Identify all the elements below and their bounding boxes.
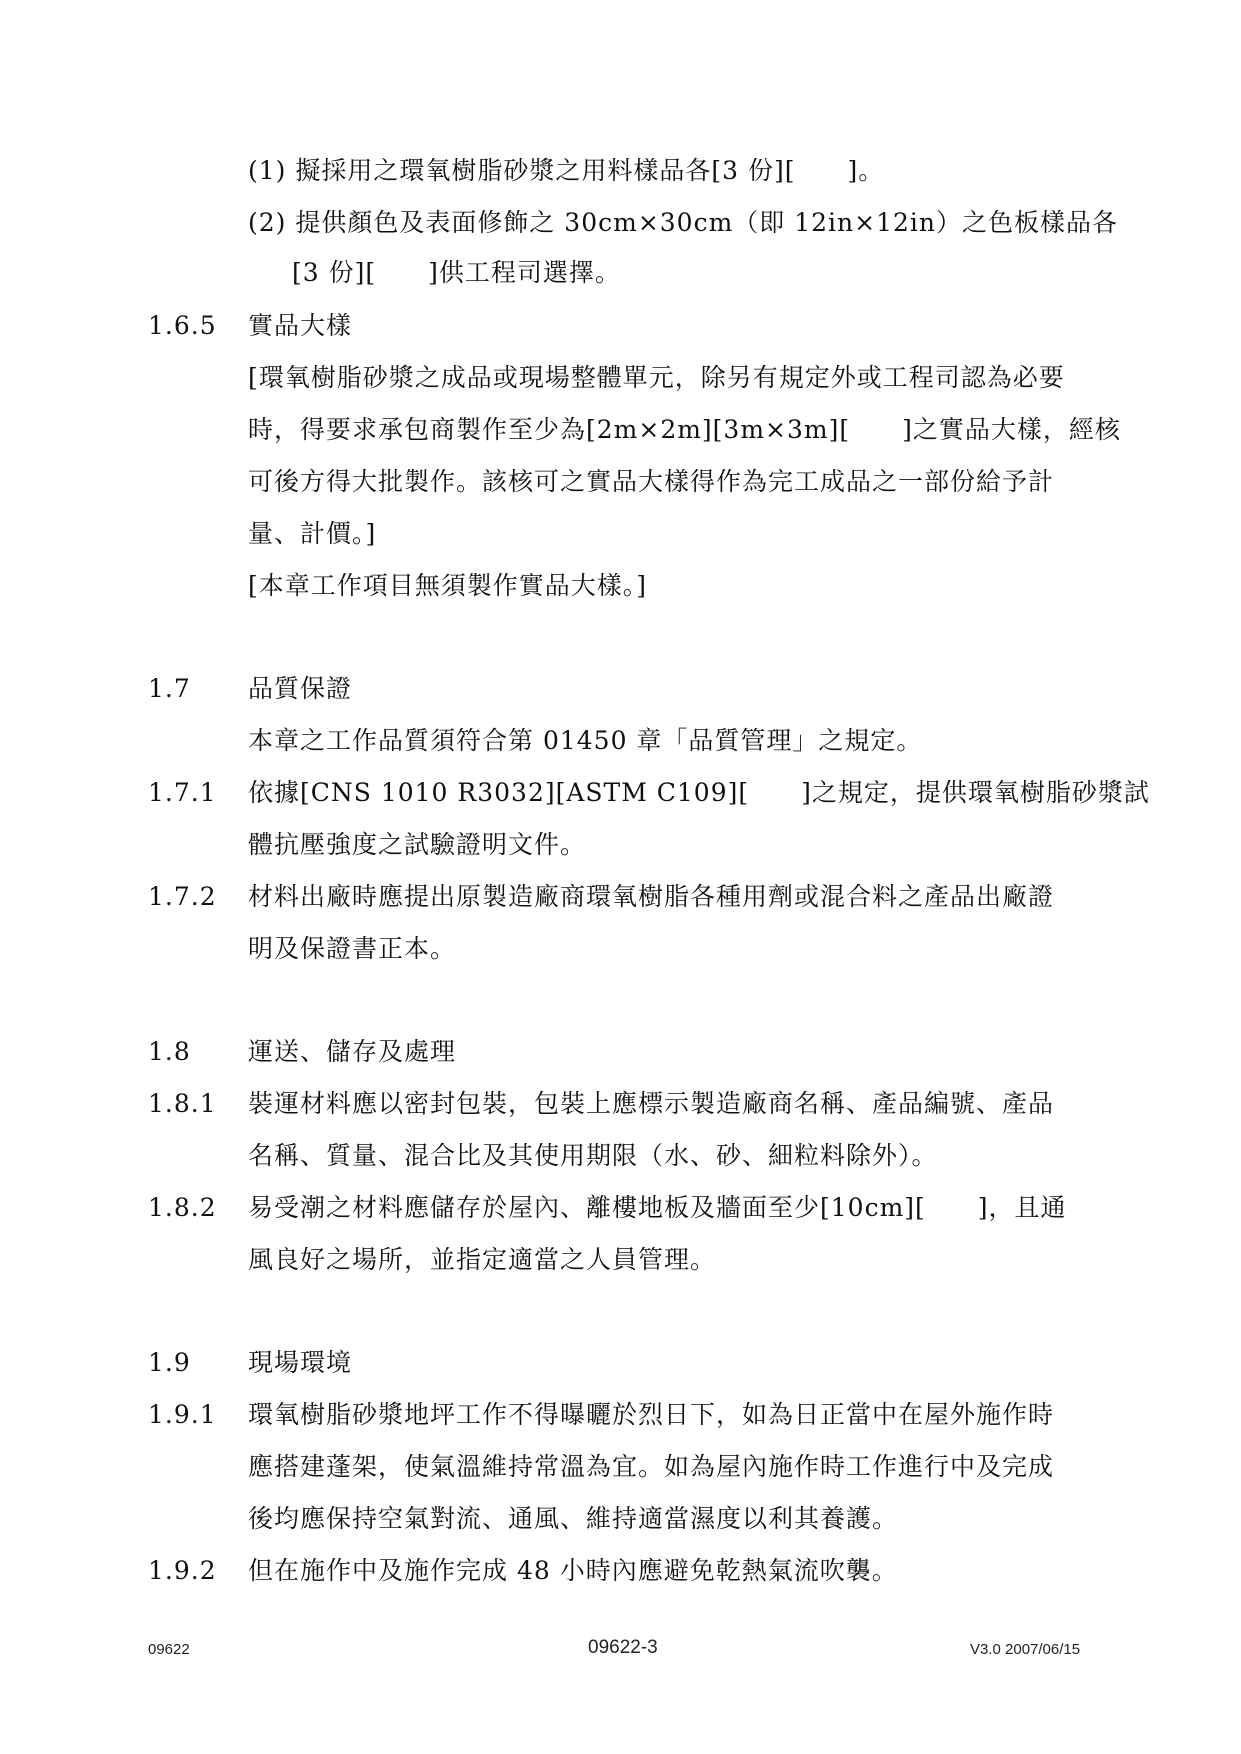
section-number-1-8-1: 1.8.1 <box>148 1089 217 1118</box>
paragraph-line: 但在施作中及施作完成 48 小時內應避免乾熱氣流吹襲。 <box>248 1556 898 1585</box>
paragraph-line: 本章之工作品質須符合第 01450 章「品質管理」之規定。 <box>248 726 923 755</box>
footer-section-code: 09622 <box>148 1641 190 1658</box>
paragraph-line: 後均應保持空氣對流、通風、維持適當濕度以利其養護。 <box>248 1504 899 1533</box>
section-number-1-9-1: 1.9.1 <box>148 1400 217 1429</box>
section-number-1-7: 1.7 <box>148 674 191 703</box>
footer-page-number: 09622-3 <box>588 1637 658 1658</box>
paragraph-line: 明及保證書正本。 <box>248 934 457 963</box>
section-number-1-7-1: 1.7.1 <box>148 778 217 807</box>
section-title-1-6-5: 實品大樣 <box>248 311 353 340</box>
paragraph-line: 風良好之場所，並指定適當之人員管理。 <box>248 1245 717 1274</box>
section-number-1-8: 1.8 <box>148 1037 191 1066</box>
section-number-1-7-2: 1.7.2 <box>148 882 217 911</box>
paragraph-line: 依據[CNS 1010 R3032][ASTM C109][ ]之規定，提供環氧樹脂砂漿試 <box>248 778 1150 807</box>
paragraph-line: 環氧樹脂砂漿地坪工作不得曝曬於烈日下，如為日正當中在屋外施作時 <box>248 1400 1055 1429</box>
paragraph-line: 量、計價。] <box>248 519 377 548</box>
section-number-1-8-2: 1.8.2 <box>148 1193 217 1222</box>
section-title-1-7: 品質保證 <box>248 674 353 703</box>
paragraph-line: 易受潮之材料應儲存於屋內、離樓地板及牆面至少[10cm][ ]，且通 <box>248 1193 1067 1222</box>
item-2-line-2: [3 份][ ]供工程司選擇。 <box>292 258 621 287</box>
footer-version-date: V3.0 2007/06/15 <box>970 1641 1081 1658</box>
section-number-1-6-5: 1.6.5 <box>148 311 217 340</box>
section-number-1-9-2: 1.9.2 <box>148 1556 217 1585</box>
paragraph-line: 名稱、質量、混合比及其使用期限（水、砂、細粒料除外）。 <box>248 1141 938 1170</box>
section-title-1-8: 運送、儲存及處理 <box>248 1037 457 1066</box>
item-1-line-1: (1) 擬採用之環氧樹脂砂漿之用料樣品各[3 份][ ]。 <box>248 156 885 185</box>
paragraph-line: 材料出廠時應提出原製造廠商環氧樹脂各種用劑或混合料之產品出廠證 <box>248 882 1055 911</box>
paragraph-line: 應搭建蓬架，使氣溫維持常溫為宜。如為屋內施作時工作進行中及完成 <box>248 1452 1055 1481</box>
section-title-1-9: 現場環境 <box>248 1348 353 1377</box>
paragraph-line: 可後方得大批製作。該核可之實品大樣得作為完工成品之一部份給予計 <box>248 467 1055 496</box>
paragraph-line: 時，得要求承包商製作至少為[2m×2m][3m×3m][ ]之實品大樣，經核 <box>248 415 1121 444</box>
section-number-1-9: 1.9 <box>148 1348 191 1377</box>
paragraph-line: [環氧樹脂砂漿之成品或現場整體單元，除另有規定外或工程司認為必要 <box>248 363 1065 392</box>
item-2-line-1: (2) 提供顏色及表面修飾之 30cm×30cm（即 12in×12in）之色板樣品各 <box>248 208 1119 237</box>
paragraph-line: 體抗壓強度之試驗證明文件。 <box>248 830 587 859</box>
paragraph-line: 裝運材料應以密封包裝，包裝上應標示製造廠商名稱、產品編號、產品 <box>248 1089 1055 1118</box>
paragraph-line: [本章工作項目無須製作實品大樣。] <box>248 571 648 600</box>
